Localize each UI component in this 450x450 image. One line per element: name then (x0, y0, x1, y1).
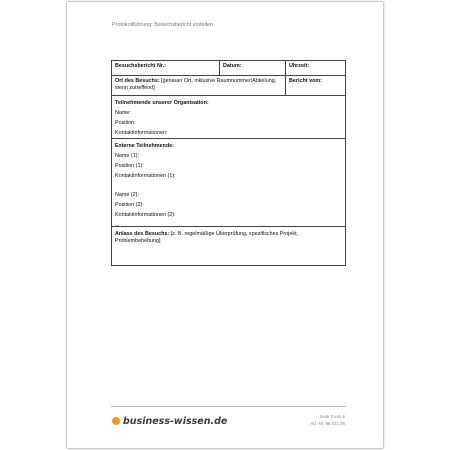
visit-report-form (111, 60, 346, 266)
reason-field (112, 227, 345, 265)
location-field (112, 76, 285, 95)
reason-label: Anlass des Besuchs: (115, 231, 170, 237)
external-participants-title: Externe Teilnehmende: (115, 143, 174, 149)
external-more: ... (115, 222, 120, 228)
time-field: Uhrzeit: (285, 61, 345, 75)
internal-name: Name: (115, 110, 131, 116)
document-header: Protokollführung: Besuchsbericht erstellen (112, 22, 213, 28)
reason-hint: [z. B. regelmäßige Überprüfung, spezifisches Projekt, Problembehebung] (115, 231, 299, 244)
footer-meta (310, 414, 345, 427)
form-row-reason (112, 227, 345, 265)
footer-divider (111, 406, 346, 407)
internal-position: Position: (115, 120, 136, 126)
external-name-1: Name (1): (115, 153, 139, 159)
page-number: Seite 2 von 6 (319, 414, 345, 419)
report-number-field: Besuchsbericht Nr.: (115, 63, 166, 69)
form-row-location (112, 76, 345, 96)
external-contact-1: Kontaktinformationen (1): (115, 173, 176, 179)
form-row-internal-participants (112, 96, 345, 139)
location-hint: [genauer Ort, inklusive Raumnummer/Abteilung, wenn zutreffend] (115, 78, 277, 91)
internal-participants-title: Teilnehmende unserer Organisation: (115, 100, 209, 106)
business-wissen-logo (112, 415, 227, 427)
external-position-2: Position (2): (115, 202, 144, 208)
form-row-external-participants (112, 139, 345, 227)
external-participants-section (112, 139, 345, 226)
document-page (67, 2, 383, 448)
logo-text: business-wissen.de (123, 415, 228, 427)
external-position-1: Position (1): (115, 163, 144, 169)
spacer (115, 181, 342, 190)
internal-participants-section (112, 96, 345, 138)
date-field: Datum: (219, 61, 285, 75)
form-row-meta (112, 61, 345, 76)
logo-dot-icon (112, 417, 120, 425)
external-contact-2: Kontaktinformationen (2): (115, 212, 176, 218)
report-date-field: Bericht vom: (285, 76, 345, 95)
article-number: Art.-Nr. 96.021.05 (310, 420, 345, 426)
external-name-2: Name (2): (115, 192, 139, 198)
location-label: Ort des Besuchs: (115, 78, 160, 84)
internal-contact: Kontaktinformationen: (115, 130, 168, 136)
